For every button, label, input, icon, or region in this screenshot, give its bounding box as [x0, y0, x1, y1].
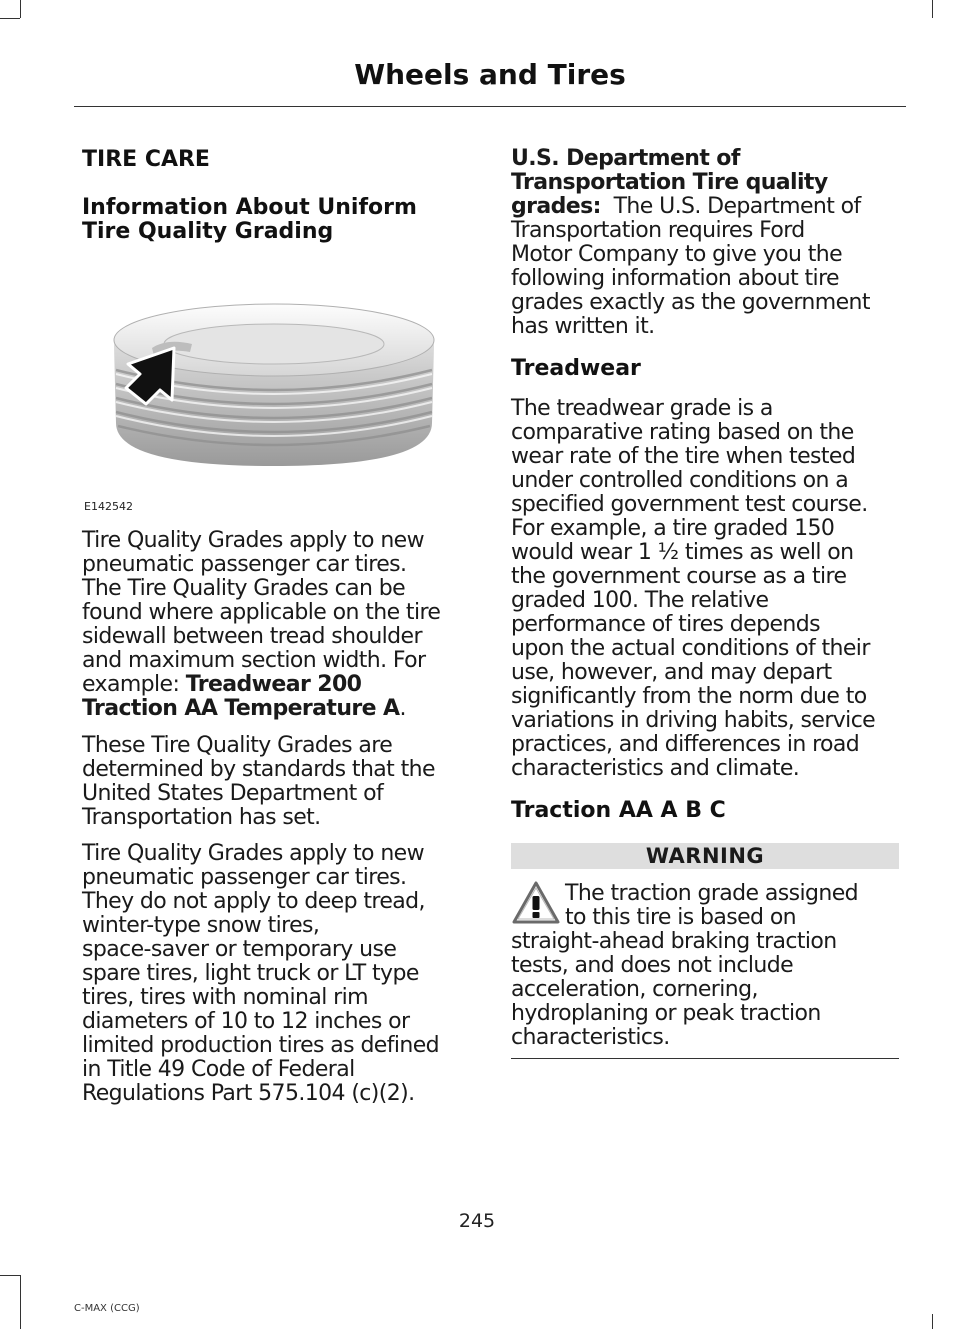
figure-code: E142542 [84, 500, 133, 513]
text-line: For example, a tire graded 150 [511, 516, 835, 541]
text-line: to this tire is based on [565, 905, 797, 930]
text-line: These Tire Quality Grades are [82, 733, 393, 758]
page-header-title: Wheels and Tires [354, 58, 626, 91]
text-line: grades exactly as the government [511, 290, 870, 315]
text-line: Tire Quality Grades apply to new [82, 528, 424, 553]
text-line: The traction grade assigned [565, 881, 859, 906]
text-line: pneumatic passenger car tires. [82, 552, 407, 577]
text-line: characteristics. [511, 1025, 670, 1050]
text-line: following information about tire [511, 266, 839, 291]
section-title: TIRE CARE [82, 147, 210, 172]
text-line: would wear 1 ½ times as well on [511, 540, 854, 565]
paragraph-standards [82, 734, 474, 830]
header-divider [74, 106, 906, 107]
text-line: determined by standards that the [82, 757, 435, 782]
text-line: has written it. [511, 314, 655, 339]
text-line: straight-ahead braking traction [511, 929, 837, 954]
text-line: space-saver or temporary use [82, 937, 397, 962]
text-line: wear rate of the tire when tested [511, 444, 856, 469]
text-line: significantly from the norm due to [511, 684, 867, 709]
text-line: performance of tires depends [511, 612, 820, 637]
text-line: under controlled conditions on a [511, 468, 849, 493]
dot-heading: grades: [511, 194, 601, 219]
text-line: diameters of 10 to 12 inches or [82, 1009, 410, 1034]
text-line: use, however, and may depart [511, 660, 832, 685]
text-line: tires, tires with nominal rim [82, 985, 368, 1010]
text-line: Transportation has set. [82, 805, 321, 830]
paragraph-treadwear [511, 397, 903, 781]
crop-mark [0, 1275, 20, 1276]
text-line [82, 673, 474, 697]
text-line: upon the actual conditions of their [511, 636, 870, 661]
text-line: spare tires, light truck or LT type [82, 961, 419, 986]
text-line [511, 147, 903, 171]
dot-text: The U.S. Department of [600, 194, 861, 219]
text-line: pneumatic passenger car tires. [82, 865, 407, 890]
warning-text [511, 882, 903, 1050]
paragraph-quality-grades-intro [82, 529, 474, 721]
text-line: graded 100. The relative [511, 588, 769, 613]
text-line: characteristics and climate. [511, 756, 800, 781]
text-line: hydroplaning or peak traction [511, 1001, 821, 1026]
text-line: in Title 49 Code of Federal [82, 1057, 355, 1082]
crop-mark [932, 0, 933, 18]
dot-heading: Transportation Tire quality [511, 170, 828, 195]
subsection-title-line2: Tire Quality Grading [82, 219, 334, 244]
page-number: 245 [458, 1210, 496, 1232]
crop-mark [20, 0, 21, 18]
text-line: They do not apply to deep tread, [82, 889, 425, 914]
paragraph-dot-grades [511, 147, 903, 339]
text-line: found where applicable on the tire [82, 600, 441, 625]
text-line: United States Department of [82, 781, 384, 806]
warning-banner: WARNING [511, 843, 899, 869]
example-end: . [399, 696, 406, 721]
text-line: specified government test course. [511, 492, 868, 517]
paragraph-exclusions [82, 842, 474, 1106]
text-line [82, 697, 474, 721]
tire-with-arrow-icon [82, 298, 442, 476]
example-bold: Treadwear 200 [185, 672, 362, 697]
model-code: C-MAX (CCG) [74, 1303, 140, 1314]
warning-bottom-rule [511, 1058, 899, 1059]
text-line: Regulations Part 575.104 (c)(2). [82, 1081, 415, 1106]
text-line: The Tire Quality Grades can be [82, 576, 406, 601]
text-line: Transportation requires Ford [511, 218, 805, 243]
text-line: practices, and differences in road [511, 732, 860, 757]
text-line: variations in driving habits, service [511, 708, 876, 733]
example-bold: Traction AA Temperature A [82, 696, 400, 721]
text-line: acceleration, cornering, [511, 977, 758, 1002]
text-line [511, 171, 903, 195]
traction-heading: Traction AA A B C [511, 798, 726, 823]
crop-mark [0, 18, 20, 19]
example-lead: example: [82, 672, 186, 697]
treadwear-heading: Treadwear [511, 356, 641, 381]
text-line [511, 195, 903, 219]
text-line: tests, and does not include [511, 953, 794, 978]
text-line: comparative rating based on the [511, 420, 854, 445]
text-line: The treadwear grade is a [511, 396, 773, 421]
text-line: Motor Company to give you the [511, 242, 843, 267]
dot-heading: U.S. Department of [511, 146, 740, 171]
text-line: sidewall between tread shoulder [82, 624, 422, 649]
text-line: winter-type snow tires, [82, 913, 320, 938]
crop-mark [932, 1314, 933, 1329]
crop-mark [20, 1275, 21, 1329]
text-line: and maximum section width. For [82, 648, 426, 673]
subsection-title-line1: Information About Uniform [82, 195, 417, 220]
text-line: limited production tires as defined [82, 1033, 440, 1058]
text-line: the government course as a tire [511, 564, 847, 589]
text-line: Tire Quality Grades apply to new [82, 841, 424, 866]
